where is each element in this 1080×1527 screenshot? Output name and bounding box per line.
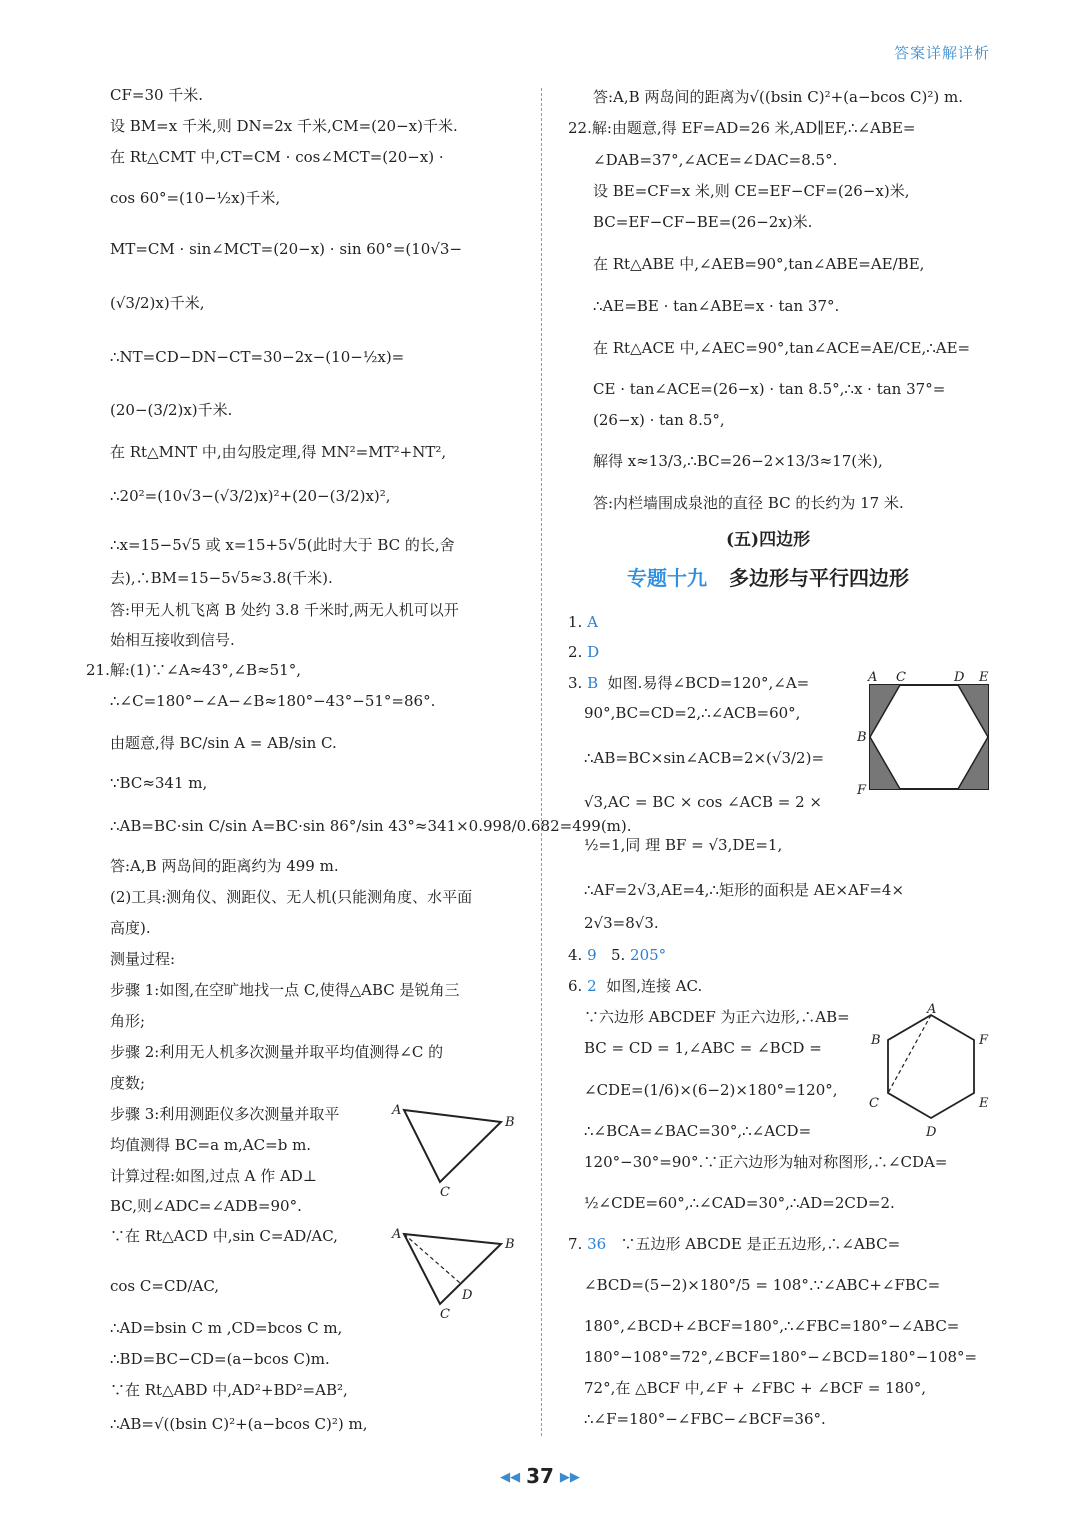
text-line: ∠CDE=(1/6)×(6−2)×180°=120°, — [584, 1081, 838, 1099]
text-line: 2√3=8√3. — [584, 914, 659, 932]
answer-3: 3. B 如图.易得∠BCD=120°,∠A= — [568, 674, 810, 692]
text-line: 72°,在 △BCF 中,∠F + ∠FBC + ∠BCF = 180°, — [584, 1379, 927, 1397]
text-line: BC=EF−CF−BE=(26−2x)米. — [593, 213, 813, 231]
text-line: 解得 x≈13/3,∴BC=26−2×13/3≈17(米), — [593, 452, 883, 470]
rect-label-b: B — [857, 730, 867, 745]
text-line: 计算过程:如图,过点 A 作 AD⊥ — [110, 1167, 317, 1185]
text-line: ∠DAB=37°,∠ACE=∠DAC=8.5°. — [593, 151, 838, 169]
topic-heading — [627, 562, 909, 591]
text-line: (20−(3/2)x)千米. — [110, 401, 233, 419]
text-line: 在 Rt△ABE 中,∠AEB=90°,tan∠ABE=AE/BE, — [593, 255, 925, 273]
hex-label-a: A — [927, 1003, 937, 1017]
text-line: 120°−30°=90°.∵正六边形为轴对称图形,∴∠CDA= — [584, 1153, 948, 1171]
header-title: 答案详解详析 — [893, 44, 990, 62]
triangle2-label-d: D — [462, 1288, 473, 1303]
text-line: 答:内栏墙围成泉池的直径 BC 的长约为 17 米. — [593, 494, 904, 512]
text-line: 22.解:由题意,得 EF=AD=26 米,AD∥EF,∴∠ABE= — [568, 119, 916, 137]
text-line: ½=1,同 理 BF = √3,DE=1, — [584, 836, 783, 854]
text-line: 180°,∠BCD+∠BCF=180°,∴∠FBC=180°−∠ABC= — [584, 1317, 960, 1335]
topic-number: 专题十九 — [627, 566, 707, 590]
text-line: 角形; — [110, 1012, 146, 1030]
text-line: 在 Rt△CMT 中,CT=CM · cos∠MCT=(20−x) · — [110, 148, 444, 166]
topic-name: 多边形与平行四边形 — [729, 566, 909, 590]
answer-4-5: 4. 9 5. 205° — [568, 946, 667, 964]
text-line: ∴AF=2√3,AE=4,∴矩形的面积是 AE×AF=4× — [584, 881, 905, 899]
hex-label-e: E — [979, 1096, 989, 1111]
text-line: 始相互接收到信号. — [110, 631, 235, 649]
text-line: ∴AB=BC·sin C/sin A=BC·sin 86°/sin 43°≈341×0.998/0.682=499(m). — [110, 817, 632, 835]
text-line: ½∠CDE=60°,∴∠CAD=30°,∴AD=2CD=2. — [584, 1194, 895, 1212]
text-line: BC = CD = 1,∠ABC = ∠BCD = — [584, 1039, 822, 1057]
hex-label-b: B — [871, 1033, 881, 1048]
rect-label-f: F — [857, 783, 867, 798]
answer-1: 1. A — [568, 613, 598, 631]
text-line: MT=CM · sin∠MCT=(20−x) · sin 60°=(10√3− — [110, 240, 463, 258]
text-line: (2)工具:测角仪、测距仪、无人机(只能测角度、水平面 — [110, 888, 473, 906]
text-line: ∴AE=BE · tan∠ABE=x · tan 37°. — [593, 297, 840, 315]
text-line: 步骤 3:利用测距仪多次测量并取平 — [110, 1105, 340, 1123]
page-number: ◀◀ 37 ▶▶ — [500, 1464, 580, 1488]
text-line: CF=30 千米. — [110, 86, 204, 104]
next-arrow-icon: ▶▶ — [559, 1470, 580, 1485]
text-line: ∴∠BCA=∠BAC=30°,∴∠ACD= — [584, 1122, 812, 1140]
text-line: ∵六边形 ABCDEF 为正六边形,∴AB= — [584, 1008, 850, 1026]
triangle2-label-c: C — [440, 1307, 450, 1322]
text-line: BC,则∠ADC=∠ADB=90°. — [110, 1197, 302, 1215]
text-line: √3,AC = BC × cos ∠ACB = 2 × — [584, 793, 822, 811]
text-line: ∴AB=√((bsin C)²+(a−bcos C)²) m, — [110, 1415, 368, 1433]
text-line: ∵在 Rt△ABD 中,AD²+BD²=AB², — [110, 1381, 348, 1399]
text-line: ∴BD=BC−CD=(a−bcos C)m. — [110, 1350, 330, 1368]
text-line: ∠BCD=(5−2)×180°/5 = 108°.∵∠ABC+∠FBC= — [584, 1276, 941, 1294]
answer-2: 2. D — [568, 643, 600, 661]
text-line: 测量过程: — [110, 950, 176, 968]
hex-label-c: C — [869, 1096, 879, 1111]
text-line: 21.解:(1)∵∠A≈43°,∠B≈51°, — [86, 661, 301, 679]
text-line: 在 Rt△MNT 中,由勾股定理,得 MN²=MT²+NT², — [110, 443, 447, 461]
rect-label-a: A — [868, 670, 878, 685]
text-line: cos 60°=(10−½x)千米, — [110, 189, 281, 207]
triangle1-label-b: B — [505, 1115, 515, 1130]
text-line: 去),∴BM=15−5√5≈3.8(千米). — [110, 569, 333, 587]
hex-label-f: F — [979, 1033, 989, 1048]
text-line: ∵BC≈341 m, — [110, 774, 208, 792]
text-line: ∴20²=(10√3−(√3/2)x)²+(20−(3/2)x)², — [110, 487, 391, 505]
text-line: 答:A,B 两岛间的距离为√((bsin C)²+(a−bcos C)²) m. — [593, 88, 963, 106]
column-divider — [541, 88, 542, 1436]
hex-label-d: D — [926, 1125, 937, 1140]
text-line: ∴NT=CD−DN−CT=30−2x−(10−½x)= — [110, 348, 405, 366]
text-line: ∴∠C=180°−∠A−∠B≈180°−43°−51°=86°. — [110, 692, 436, 710]
text-line: 答:甲无人机飞离 B 处约 3.8 千米时,两无人机可以开 — [110, 601, 459, 619]
triangle1-label-a: A — [392, 1103, 402, 1118]
text-line: ∴x=15−5√5 或 x=15+5√5(此时大于 BC 的长,舍 — [110, 536, 455, 554]
hexagon-figure — [863, 1003, 998, 1153]
triangle1-label-c: C — [440, 1185, 450, 1200]
rectangle-hexagon-figure — [855, 668, 995, 798]
triangle2-label-b: B — [505, 1237, 515, 1252]
text-line: 均值测得 BC=a m,AC=b m. — [110, 1136, 312, 1154]
triangle-figure-1 — [388, 1100, 523, 1200]
answer-7: 7. 36 ∵五边形 ABCDE 是正五边形,∴∠ABC= — [568, 1235, 901, 1253]
section-title: (五)四边形 — [726, 530, 811, 550]
rect-label-c: C — [896, 670, 906, 685]
text-line: cos C=CD/AC, — [110, 1277, 220, 1295]
text-line: 设 BE=CF=x 米,则 CE=EF−CF=(26−x)米, — [593, 182, 910, 200]
rect-label-d: D — [954, 670, 965, 685]
text-line: 在 Rt△ACE 中,∠AEC=90°,tan∠ACE=AE/CE,∴AE= — [593, 339, 971, 357]
text-line: ∴AB=BC×sin∠ACB=2×(√3/2)= — [584, 749, 825, 767]
text-line: ∴AD=bsin C m ,CD=bcos C m, — [110, 1319, 343, 1337]
text-line: 设 BM=x 千米,则 DN=2x 千米,CM=(20−x)千米. — [110, 117, 458, 135]
text-line: ∵在 Rt△ACD 中,sin C=AD/AC, — [110, 1227, 338, 1245]
rect-label-e: E — [979, 670, 989, 685]
text-line: 步骤 2:利用无人机多次测量并取平均值测得∠C 的 — [110, 1043, 444, 1061]
triangle-figure-2 — [388, 1222, 523, 1322]
text-line: 高度). — [110, 919, 151, 937]
text-line: 度数; — [110, 1074, 146, 1092]
text-line: ∴∠F=180°−∠FBC−∠BCF=36°. — [584, 1410, 826, 1428]
text-line: 由题意,得 BC/sin A = AB/sin C. — [110, 734, 337, 752]
text-line: 180°−108°=72°,∠BCF=180°−∠BCD=180°−108°= — [584, 1348, 978, 1366]
text-line: 答:A,B 两岛间的距离约为 499 m. — [110, 857, 339, 875]
text-line: (√3/2)x)千米, — [110, 294, 205, 312]
text-line: (26−x) · tan 8.5°, — [593, 411, 725, 429]
text-line: CE · tan∠ACE=(26−x) · tan 8.5°,∴x · tan 37°= — [593, 380, 946, 398]
text-line: 90°,BC=CD=2,∴∠ACB=60°, — [584, 704, 801, 722]
text-line: 步骤 1:如图,在空旷地找一点 C,使得△ABC 是锐角三 — [110, 981, 460, 999]
answer-6: 6. 2 如图,连接 AC. — [568, 977, 703, 995]
triangle2-label-a: A — [392, 1227, 402, 1242]
prev-arrow-icon: ◀◀ — [500, 1470, 521, 1485]
